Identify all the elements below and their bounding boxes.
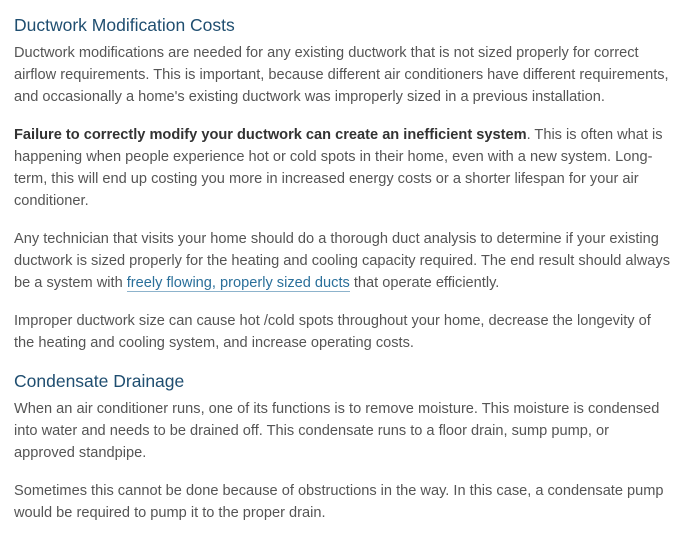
properly-sized-ducts-link[interactable]: freely flowing, properly sized ducts — [126, 275, 350, 291]
ductwork-paragraph-3-text-after: that operate efficiently. — [349, 275, 500, 291]
ductwork-paragraph-4: Improper ductwork size can cause hot /cold spots throughout your home, decrease the longevity of the heating and cooling system, and increase operating costs. — [14, 313, 651, 351]
condensate-paragraph-1: When an air conditioner runs, one of its functions is to remove moisture. This moisture is condensed into water and needs to be drained off. This condensate runs to a floor drain, sump pump, or approved standpipe. — [14, 401, 660, 461]
section-heading-ductwork: Ductwork Modification Costs — [14, 15, 235, 35]
ductwork-paragraph-3-text-before: Any technician that visits your home should do a thorough duct analysis to determine if your existing ductwork is sized properly for the heating and cooling capacity required. The end result should always be a system with — [14, 231, 671, 291]
ductwork-bold-statement: Failure to correctly modify your ductwork can create an inefficient system — [14, 127, 527, 143]
ductwork-paragraph-2-text: . This is often what is happening when people experience hot or cold spots in their home, even with a new system. Long-term, this will end up costing you more in increased energy costs or a shorter lifespan for your air conditioner. — [14, 127, 663, 209]
condensate-paragraph-2: Sometimes this cannot be done because of obstructions in the way. In this case, a condensate pump would be required to pump it to the proper drain. — [14, 483, 664, 521]
section-heading-condensate: Condensate Drainage — [14, 371, 185, 391]
ductwork-paragraph-1: Ductwork modifications are needed for any existing ductwork that is not sized properly for correct airflow requirements. This is important, because different air conditioners have different requirements, and occasionally a home's existing ductwork was improperly sized in a previous installation. — [14, 45, 669, 105]
ductwork-paragraph-3 — [14, 228, 672, 294]
ductwork-paragraph-2 — [14, 124, 672, 212]
